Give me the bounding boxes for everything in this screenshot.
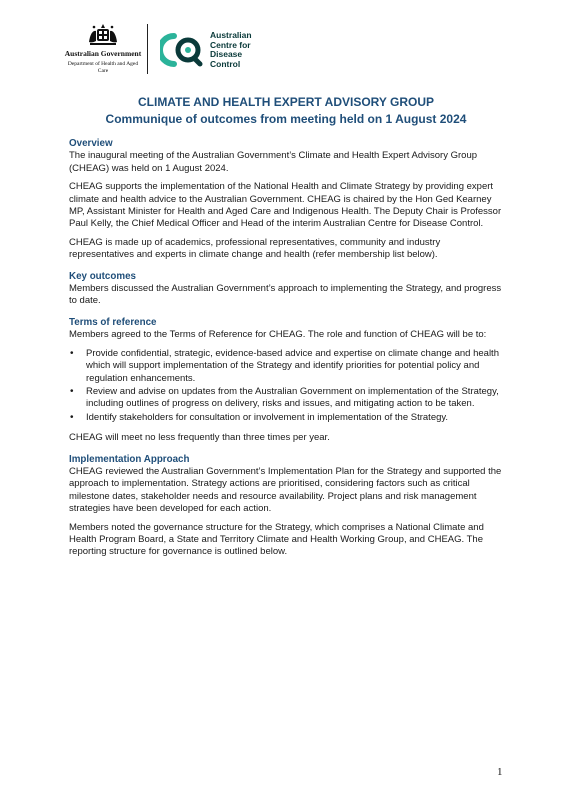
section-heading: Overview	[69, 138, 113, 149]
paragraph: Members discussed the Australian Government’s approach to implementing the Strategy, and progress to date.	[69, 283, 502, 307]
key-outcomes-section	[69, 271, 505, 308]
gov-department: Department of Health and Aged Care	[67, 61, 139, 74]
paragraph: CHEAG supports the implementation of the National Health and Climate Strategy by providing expert climate and health advice to the Australian Government. CHEAG is chaired by the Hon Ged Kearney MP, Assistant Minister for Health and Aged Care and Indigenous Health. The Deputy Chair is Professor Paul Kelly, the Chief Medical Officer and Head of the interim Australian Centre for Disease Control.	[69, 181, 502, 230]
paragraph: Members agreed to the Terms of Reference for CHEAG. The role and function of CHEAG will be to:	[69, 329, 487, 341]
logo-divider	[147, 24, 148, 74]
paragraph: The inaugural meeting of the Australian Government’s Climate and Health Expert Advisory Group (CHEAG) was held on 1 August 2024.	[69, 150, 478, 174]
coat-of-arms-icon	[86, 22, 120, 48]
paragraph: CHEAG is made up of academics, professional representatives, community and industry representatives and experts in climate change and health (refer membership list below).	[69, 236, 441, 261]
implementation-section	[69, 454, 505, 559]
list-item: • Identify stakeholders for consultation or involvement in implementation of the Strategy.	[69, 412, 505, 424]
acdc-name-line: Centre for	[210, 39, 251, 50]
paragraph: CHEAG will meet no less frequently than three times per year.	[69, 432, 330, 444]
australian-government-logo	[64, 22, 142, 78]
section-heading: Key outcomes	[69, 270, 136, 282]
gov-name: Australian Government	[64, 49, 142, 58]
paragraph: CHEAG reviewed the Australian Government’s Implementation Plan for the Strategy and supported the approach to implementation. Strategy actions are prioritised, considering factors such as critical milestone dates, stakeholder needs and resource availability. Project plans and risk management strategies have been developed for each action.	[69, 465, 502, 515]
document-subtitle: Communique of outcomes from meeting held on 1 August 2024	[105, 112, 467, 126]
terms-of-reference-section	[69, 317, 505, 445]
document-body	[69, 138, 505, 568]
acdc-name-line: Disease	[210, 49, 243, 59]
acdc-name-line: Australian	[210, 30, 252, 40]
paragraph: Members noted the governance structure for the Strategy, which comprises a National Climate and Health Program Board, a State and Territory Climate and Health Working Group, and CHEAG. The reporting structure for governance is outlined below.	[69, 521, 484, 558]
document-title: CLIMATE AND HEALTH EXPERT ADVISORY GROUP	[137, 95, 434, 109]
acdc-name-line: Control	[210, 58, 241, 69]
page-number: 1	[497, 766, 503, 778]
list-item: • Provide confidential, strategic, evidence-based advice and expertise on climate change and health which will support implementation of the Strategy and identify priorities for potential policy and regulation enhancements.	[69, 348, 505, 385]
section-heading: Implementation Approach	[69, 453, 190, 465]
overview-section	[69, 138, 505, 262]
acdc-mark-icon	[160, 32, 204, 68]
section-heading: Terms of reference	[69, 316, 157, 328]
acdc-logo	[160, 30, 270, 70]
list-item: • Review and advise on updates from the Australian Government on implementation of the Strategy, including outlines of progress on delivery, risks and issues, and mitigating action to be taken.	[69, 386, 505, 411]
acdc-name	[210, 31, 270, 69]
bullet-list	[69, 348, 505, 424]
